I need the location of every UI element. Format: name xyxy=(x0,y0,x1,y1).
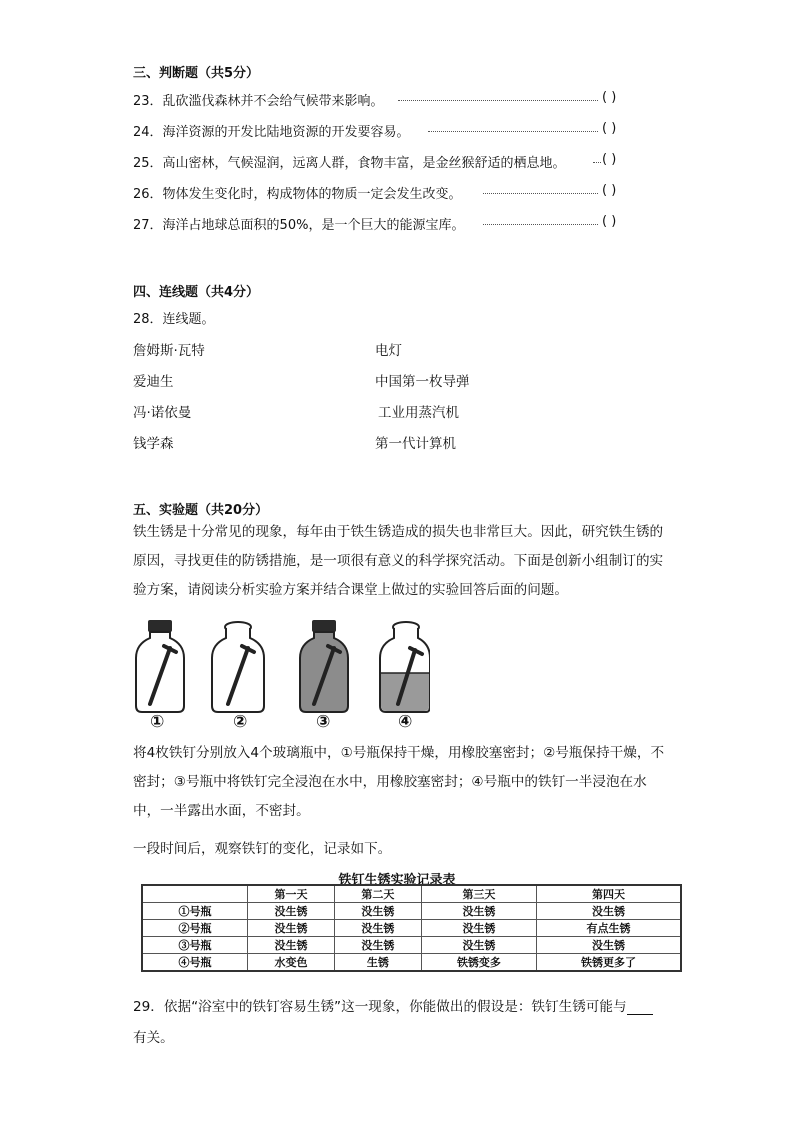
question-number: 27． xyxy=(133,218,163,233)
match-left-item[interactable]: 爱迪生 xyxy=(133,374,174,390)
question-number: 26． xyxy=(133,187,163,202)
table-cell: 没生锈 xyxy=(421,920,536,937)
table-cell: 没生锈 xyxy=(248,903,335,920)
table-row xyxy=(142,954,681,972)
table-cell: 有点生锈 xyxy=(536,920,681,937)
experiment-setup: 将4枚铁钉分别放入4个玻璃瓶中，①号瓶保持干燥，用橡胶塞密封；②号瓶保持干燥，不密封；③号瓶中将铁钉完全浸泡在水中，用橡胶塞密封；④号瓶中的铁钉一半浸泡在水中，一半露出水面，不密封。 xyxy=(133,745,665,819)
match-left-item[interactable]: 冯·诺依曼 xyxy=(133,405,192,421)
bottle-4-image xyxy=(380,622,430,712)
observe-text: 一段时间后，观察铁钉的变化，记录如下。 xyxy=(133,841,392,857)
table-cell: ①号瓶 xyxy=(142,903,248,920)
question-24 xyxy=(133,121,410,140)
answer-paren[interactable]: ( ) xyxy=(602,183,617,198)
section-3-title: 三、判断题（共5分） xyxy=(133,66,260,81)
dot-leader xyxy=(428,130,598,132)
question-text: 高山密林，气候湿润，远离人群，食物丰富，是金丝猴舒适的栖息地。 xyxy=(162,156,566,171)
table-row xyxy=(142,920,681,937)
experiment-intro: 铁生锈是十分常见的现象，每年由于铁生锈造成的损失也非常巨大。因此，研究铁生锈的原因，寻找更佳的防锈措施，是一项很有意义的科学探究活动。下面是创新小组制订的实验方案，请阅读分析实验方案并结合课堂上做过的实验回答后面的问题。 xyxy=(133,524,664,598)
table-cell: 没生锈 xyxy=(536,937,681,954)
match-left-item[interactable]: 钱学森 xyxy=(133,436,174,452)
table-header-cell: 第一天 xyxy=(248,885,335,903)
table-cell: 铁锈更多了 xyxy=(536,954,681,972)
table-cell: 没生锈 xyxy=(334,937,421,954)
answer-paren[interactable]: ( ) xyxy=(602,214,617,229)
table-cell: 没生锈 xyxy=(248,920,335,937)
question-text: 物体发生变化时，构成物体的物质一定会发生改变。 xyxy=(162,187,462,202)
question-text: 海洋资源的开发比陆地资源的开发要容易。 xyxy=(162,125,410,140)
question-text: 乱砍滥伐森林并不会给气候带来影响。 xyxy=(162,94,384,109)
answer-paren[interactable]: ( ) xyxy=(602,152,617,167)
question-29-end: 有关。 xyxy=(133,1030,174,1046)
table-header-cell xyxy=(142,885,248,903)
table-cell: ②号瓶 xyxy=(142,920,248,937)
match-right-item[interactable]: 工业用蒸汽机 xyxy=(378,405,459,421)
table-cell: 水变色 xyxy=(248,954,335,972)
table-cell: 铁锈变多 xyxy=(421,954,536,972)
match-right-item[interactable]: 中国第一枚导弹 xyxy=(375,374,470,390)
question-27 xyxy=(133,214,464,233)
question-23 xyxy=(133,90,384,109)
section-5-title: 五、实验题（共20分） xyxy=(133,503,269,518)
answer-paren[interactable]: ( ) xyxy=(602,121,617,136)
match-left-item[interactable]: 詹姆斯·瓦特 xyxy=(133,343,205,359)
bottle-3-image xyxy=(300,620,348,712)
dot-leader xyxy=(398,99,598,101)
answer-paren[interactable]: ( ) xyxy=(602,90,617,105)
record-table-title: 铁钉生锈实验记录表 xyxy=(338,873,456,888)
bottle-2-image xyxy=(212,622,264,712)
table-row xyxy=(142,903,681,920)
bottle-label: ④ xyxy=(398,712,413,732)
bottle-label: ② xyxy=(233,712,248,732)
question-text: 海洋占地球总面积的50%，是一个巨大的能源宝库。 xyxy=(162,218,465,233)
table-cell: 没生锈 xyxy=(334,920,421,937)
match-right-item[interactable]: 第一代计算机 xyxy=(375,436,456,452)
dot-leader xyxy=(483,192,598,194)
question-28: 28．连线题。 xyxy=(133,312,215,327)
table-cell: 没生锈 xyxy=(536,903,681,920)
table-cell: 没生锈 xyxy=(248,937,335,954)
section-4-title: 四、连线题（共4分） xyxy=(133,285,260,300)
question-number: 25． xyxy=(133,156,163,171)
question-26 xyxy=(133,183,462,202)
bottles-illustration xyxy=(130,618,430,734)
table-cell: ④号瓶 xyxy=(142,954,248,972)
answer-blank[interactable] xyxy=(627,1000,653,1015)
table-cell: 没生锈 xyxy=(334,903,421,920)
bottle-label: ③ xyxy=(316,712,331,732)
table-header-cell: 第二天 xyxy=(334,885,421,903)
bottle-label: ① xyxy=(150,712,165,732)
table-row xyxy=(142,937,681,954)
question-number: 24． xyxy=(133,125,163,140)
question-number: 23． xyxy=(133,94,163,109)
match-right-item[interactable]: 电灯 xyxy=(375,343,402,359)
dot-leader xyxy=(483,223,598,225)
table-cell: ③号瓶 xyxy=(142,937,248,954)
dot-leader xyxy=(593,161,601,163)
question-29 xyxy=(133,995,653,1015)
table-cell: 生锈 xyxy=(334,954,421,972)
table-header-cell: 第四天 xyxy=(536,885,681,903)
table-cell: 没生锈 xyxy=(421,903,536,920)
table-header-cell: 第三天 xyxy=(421,885,536,903)
question-25 xyxy=(133,152,566,171)
table-header-row xyxy=(142,885,681,903)
bottle-1-image xyxy=(136,620,184,712)
record-table xyxy=(141,884,682,972)
question-29-text: 29．依据“浴室中的铁钉容易生锈”这一现象，你能做出的假设是：铁钉生锈可能与 xyxy=(133,999,627,1015)
table-cell: 没生锈 xyxy=(421,937,536,954)
